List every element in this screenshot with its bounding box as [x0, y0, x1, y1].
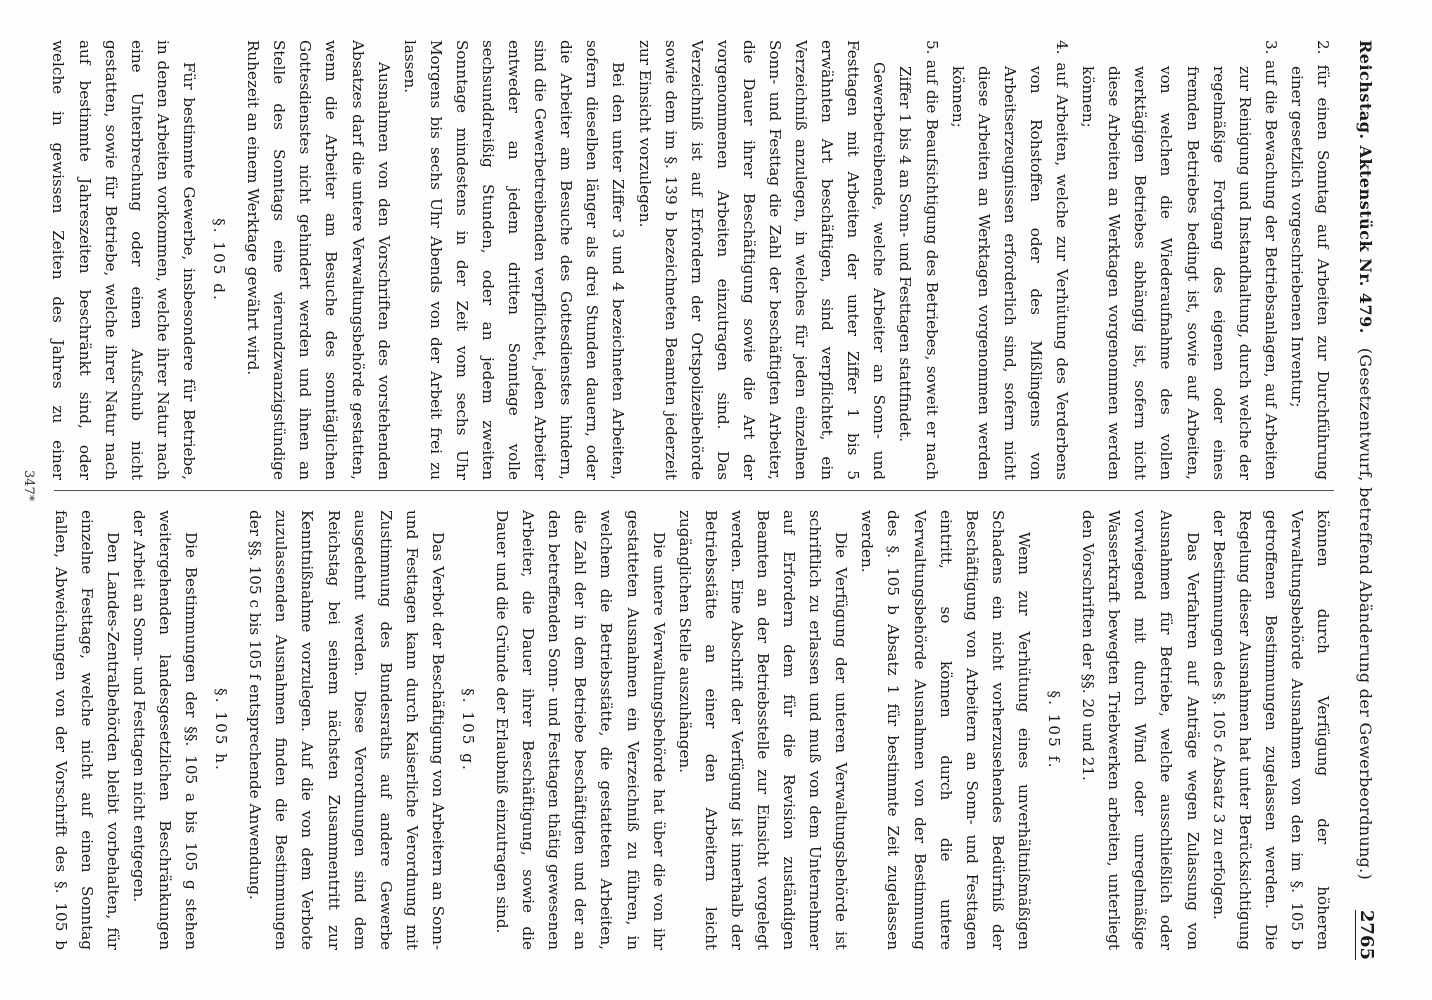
paragraph: Ausnahmen von den Vorschriften des vorstehenden Absatzes darf die untere Verwaltungsbehörde gestatten, wenn die Arbeiter am Besuche des sonntäglichen Gottesdienstes nicht gehindert werden und ihnen an Stelle des Sonntags eine vierundzwanzigstündige Ruhezeit an einem Werktage gewährt wird.	[244, 40, 393, 480]
paragraph: Das Verbot der Beschäftigung von Arbeitern an Sonn- und Festtagen kann durch Kaiserliche Verordnung mit Zustimmung des Bundesraths auf andere Gewerbe ausgedehnt werden. Diese Verordnungen sind dem Reichstag bei seinem nächsten Zusammentritt zur Kenntnißnahme vorzulegen. Auf die von dem Verbote zuzulassenden Ausnahmen finden die Bestimmungen der §§. 105 c bis 105 f entsprechende Anwendung.	[246, 510, 447, 950]
paragraph: Die Verfügung der unteren Verwaltungsbehörde ist schriftlich zu erlassen und muß von dem Unternehmer auf Erfordern dem für die Revision zuständigen Beamten an der Betriebsstelle zur Einsicht vorgelegt werden. Eine Abschrift der Verfügung ist innerhalb der Betriebsstätte an einer den Arbeitern leicht zugänglichen Stelle auszuhängen.	[675, 510, 851, 950]
section-heading: §. 105 d.	[210, 218, 229, 302]
section-heading: §. 105 h.	[212, 688, 231, 772]
list-item: 5. auf die Beaufsichtigung des Betriebes, soweit er nach Ziffer 1 bis 4 an Sonn- und Festtagen stattfindet.	[896, 40, 941, 480]
column-divider	[54, 490, 1334, 491]
section-heading: §. 105 f.	[1045, 690, 1064, 770]
text-column-right	[46, 510, 1336, 950]
paragraph: Die Bestimmungen der §§. 105 a bis 105 g stehen weitergehenden landesgesetzlichen Beschränkungen der Arbeit an Sonn- und Festtagen nicht entgegen.	[129, 510, 201, 950]
header-left-title: Reichstag. Aktenstück Nr. 479.	[1356, 40, 1376, 334]
page-number: 2765	[1356, 909, 1377, 960]
list-item: 3. auf die Bewachung der Betriebsanlagen, auf Arbeiten zur Reinigung und Instandhaltung, durch welche der regelmäßige Fortgang des eigenen oder eines fremden Betriebes bedingt ist, sowie auf Arbeiten, von welchen die Wiederaufnahme des vollen werktägigen Betriebes abhängig ist, sofern nicht diese Arbeiten an Werktagen vorgenommen werden können;	[1079, 40, 1280, 480]
header-right-title: (Gesetzentwurf, betreffend Abänderung der Gewerbeordnung.)	[1356, 347, 1376, 881]
text-column-left	[46, 40, 1336, 480]
section-heading: §. 105 g.	[459, 688, 477, 772]
paragraph: Für bestimmte Gewerbe, insbesondere für Betriebe, in denen Arbeiten vorkommen, welche ihrer Natur nach eine Unterbrechung oder einen Aufschub nicht gestatten, sowie für Betriebe, welche ihrer Natur nach auf bestimmte Jahreszeiten beschränkt sind, oder welche in gewissen Zeiten des Jahres zu einer	[49, 40, 198, 480]
paragraph: Das Verfahren auf Anträge wegen Zulassung von Ausnahmen für Betriebe, welche ausschließlich oder vorwiegend mit durch Wind oder unregelmäßige Wasserkraft bewegten Triebwerken arbeiten, unterliegt den Vorschriften der §§. 20 und 21.	[1079, 510, 1202, 950]
paragraph: Die untere Verwaltungsbehörde hat über die von ihr gestatteten Ausnahmen ein Verzeichniß zu führen, in welchem die Betriebsstätte, die gestatteten Arbeiten, die Zahl der in dem Betriebe beschäftigten und der an den betreffenden Sonn- und Festtagen thätig gewesenen Arbeiter, die Dauer ihrer Beschäftigung, sowie die Dauer und die Gründe der Erlaubniß einzutragen sind.	[493, 510, 668, 950]
paragraph: können durch Verfügung der höheren Verwaltungsbehörde Ausnahmen von den im §. 105 b getroffenen Bestimmungen zugelassen werden. Die Regelung dieser Ausnahmen hat unter Berücksichtigung der Bestimmungen des §. 105 c Absatz 3 zu erfolgen.	[1209, 510, 1332, 950]
printer-signature: 347*	[21, 470, 36, 502]
paragraph: Gewerbetreibende, welche Arbeiter an Sonn- und Festtagen mit Arbeiten der unter Ziffer 1 bis 5 erwähnten Art beschäftigen, sind verpflichtet, ein Verzeichniß anzulegen, in welches für jeden einzelnen Sonn- und Festtag die Zahl der beschäftigten Arbeiter, die Dauer ihrer Beschäftigung sowie die Art der vorgenommenen Arbeiten einzutragen sind. Das Verzeichniß ist auf Erfordern der Ortspolizeibehörde sowie dem im §. 139 b bezeichneten Beamten jederzeit zur Einsicht vorzulegen.	[635, 40, 889, 480]
paragraph: Bei den unter Ziffer 3 und 4 bezeichneten Arbeiten, sofern dieselben länger als drei Stunden dauern, oder die Arbeiter am Besuche des Gottesdienstes hindern, sind die Gewerbetreibenden verpflichtet, jeden Arbeiter entweder an jedem dritten Sonntage volle sechsunddreißig Stunden, oder an jedem zweiten Sonntage mindestens in der Zeit vom sechs Uhr Morgens bis sechs Uhr Abends von der Arbeit frei zu lassen.	[400, 40, 628, 480]
list-item: 2. für einen Sonntag auf Arbeiten zur Durchführung einer gesetzlich vorgeschriebenen Inventur;	[1287, 40, 1332, 480]
paragraph: Wenn zur Verhütung eines unverhältnißmäßigen Schadens ein nicht vorherzusehendes Bedürfniß der Beschäftigung von Arbeitern an Sonn- und Festtagen eintritt, so können durch die untere Verwaltungsbehörde Ausnahmen von der Bestimmung des §. 105 b Absatz 1 für bestimmte Zeit zugelassen werden.	[858, 510, 1033, 950]
page-header	[1346, 40, 1386, 960]
paragraph: Den Landes-Zentralbehörden bleibt vorbehalten, für einzelne Festtage, welche nicht auf einen Sonntag fallen, Abweichungen von der Vorschrift des §. 105 b	[51, 510, 122, 950]
list-item: 4. auf Arbeiten, welche zur Verhütung des Verderbens von Rohstoffen oder des Mißlingens von Arbeitserzeugnissen erforderlich sind, sofern nicht diese Arbeiten an Werktagen vorgenommen werden können;	[948, 40, 1072, 480]
